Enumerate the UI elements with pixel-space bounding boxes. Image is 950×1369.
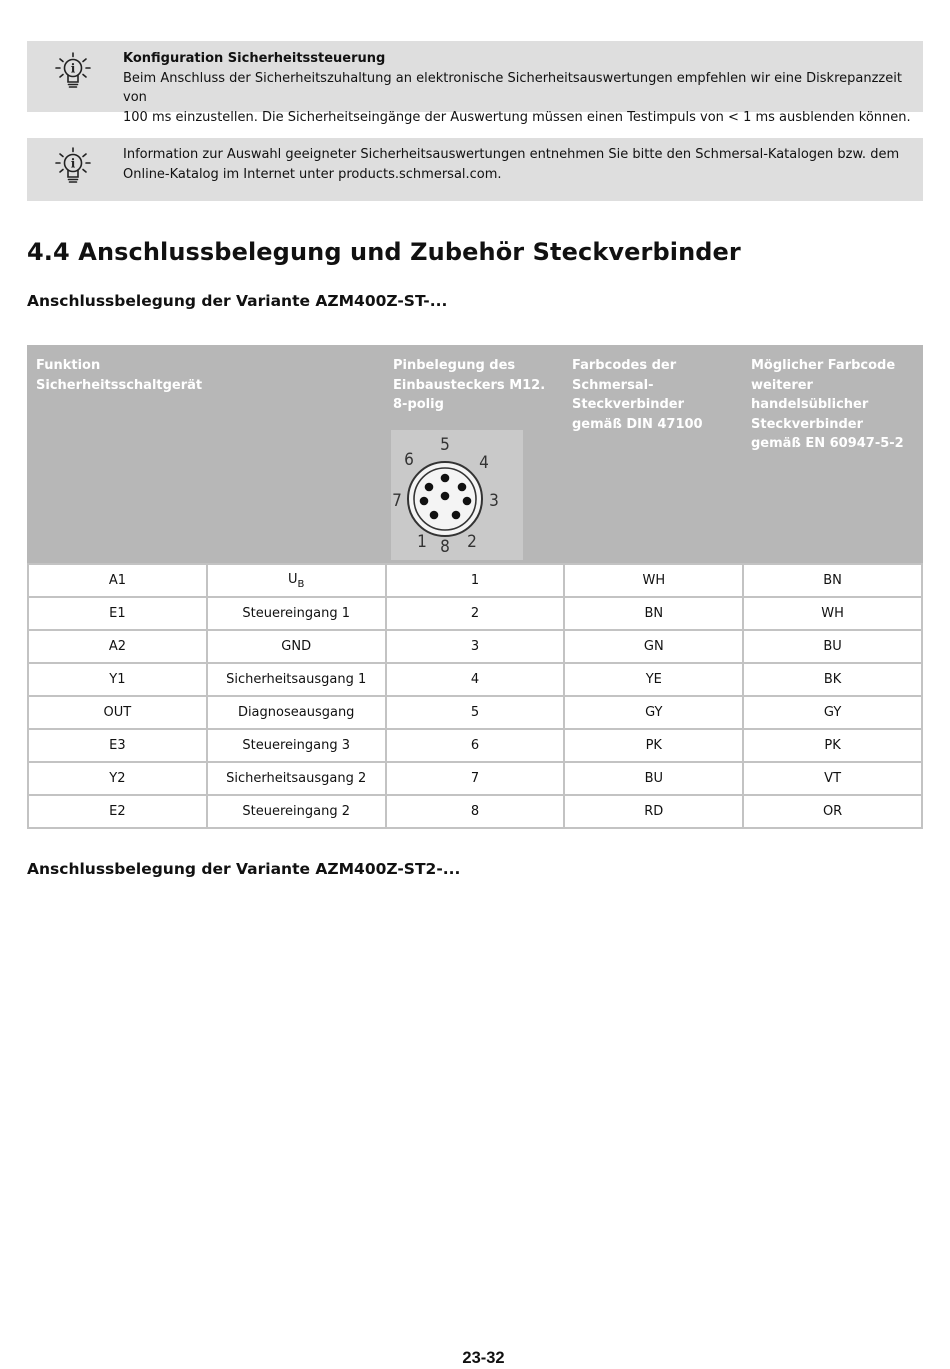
pin-label-3: 3	[489, 491, 499, 511]
header-line: weiterer	[751, 377, 813, 393]
cell-pin: 8	[386, 795, 565, 828]
pin-4	[458, 483, 467, 492]
cell-function: Steuereingang 2	[207, 795, 386, 828]
lightbulb-info-icon	[51, 146, 95, 190]
cell-color-other: GY	[743, 696, 922, 729]
note-line: Online-Katalog im Internet unter products.schmersal.com.	[123, 166, 502, 182]
note-line: Information zur Auswahl geeigneter Sicherheitsauswertungen entnehmen Sie bitte den Schmersal-Katalogen bzw. dem	[123, 147, 900, 162]
note-text	[123, 145, 917, 184]
cell-code: Y1	[28, 663, 207, 696]
subsection-title-st2: Anschlussbelegung der Variante AZM400Z-ST2-...	[27, 860, 461, 878]
header-line: Pinbelegung des	[393, 358, 516, 373]
table-row	[28, 663, 922, 696]
cell-pin: 3	[386, 630, 565, 663]
cell-color-schmersal: GN	[564, 630, 743, 663]
table-row	[28, 597, 922, 630]
m12-connector-diagram	[389, 430, 525, 560]
cell-color-other: VT	[743, 762, 922, 795]
table-row	[28, 630, 922, 663]
cell-code: E3	[28, 729, 207, 762]
note-title: Konfiguration Sicherheitssteuerung	[123, 51, 386, 66]
cell-function: Sicherheitsausgang 2	[207, 762, 386, 795]
cell-code: OUT	[28, 696, 207, 729]
info-note-configuration	[27, 41, 923, 125]
header-line: gemäß DIN 47100	[572, 416, 703, 432]
cell-color-schmersal: YE	[564, 663, 743, 696]
pin-label-5: 5	[440, 435, 450, 455]
lightbulb-info-icon	[51, 51, 95, 95]
table-row	[28, 696, 922, 729]
cell-color-schmersal: BU	[564, 762, 743, 795]
table-header	[27, 345, 923, 563]
function-subscript: B	[297, 578, 305, 590]
pin-2	[452, 511, 461, 520]
page-number: 23-32	[462, 1349, 505, 1367]
header-funktion	[36, 356, 366, 395]
header-line: Einbausteckers M12.	[393, 377, 546, 393]
pin-3	[463, 497, 472, 506]
pin-6	[425, 483, 434, 492]
cell-color-other: WH	[743, 597, 922, 630]
cell-function: Diagnoseausgang	[207, 696, 386, 729]
pin-label-2: 2	[467, 532, 477, 552]
pin-label-8: 8	[440, 537, 450, 557]
header-line: Sicherheitsschaltgerät	[36, 377, 203, 393]
pin-label-7: 7	[392, 491, 402, 511]
header-line: Farbcodes der	[572, 358, 677, 373]
table-row	[28, 729, 922, 762]
cell-code: E1	[28, 597, 207, 630]
pin-assignment-table	[27, 563, 923, 829]
cell-color-other: BN	[743, 564, 922, 597]
cell-color-schmersal: GY	[564, 696, 743, 729]
cell-code: Y2	[28, 762, 207, 795]
cell-pin: 6	[386, 729, 565, 762]
header-farbcodes-schmersal	[572, 356, 742, 434]
header-line: Steckverbinder	[751, 416, 863, 432]
cell-function	[207, 564, 386, 597]
header-line: Funktion	[36, 358, 101, 373]
table-row	[28, 564, 922, 597]
pin-5	[441, 474, 450, 483]
info-note-catalog	[27, 138, 923, 201]
table-row	[28, 795, 922, 828]
svg-text:i: i	[70, 61, 76, 76]
cell-function: Sicherheitsausgang 1	[207, 663, 386, 696]
cell-color-schmersal: RD	[564, 795, 743, 828]
note-line: 100 ms einzustellen. Die Sicherheitseingänge der Auswertung müssen einen Testimpuls von < 1 ms ausblenden können.	[123, 109, 911, 125]
note-text	[123, 49, 917, 127]
pin-label-4: 4	[479, 453, 489, 473]
header-line: Steckverbinder	[572, 397, 684, 413]
subsection-title-st: Anschlussbelegung der Variante AZM400Z-ST-...	[27, 292, 448, 310]
pin-1	[430, 511, 439, 520]
pin-7	[420, 497, 429, 506]
cell-pin: 2	[386, 597, 565, 630]
pin-label-6: 6	[404, 450, 414, 470]
header-pinbelegung	[393, 356, 563, 415]
cell-function: Steuereingang 1	[207, 597, 386, 630]
cell-pin: 7	[386, 762, 565, 795]
pin-label-1: 1	[417, 532, 427, 552]
note-line: Beim Anschluss der Sicherheitszuhaltung an elektronische Sicherheitsauswertungen empfehlen wir eine Diskrepanzzeit von	[123, 70, 902, 105]
cell-code: A2	[28, 630, 207, 663]
cell-color-schmersal: BN	[564, 597, 743, 630]
cell-function: Steuereingang 3	[207, 729, 386, 762]
cell-color-other: BK	[743, 663, 922, 696]
cell-pin: 1	[386, 564, 565, 597]
cell-pin: 5	[386, 696, 565, 729]
table-row	[28, 762, 922, 795]
cell-color-schmersal: PK	[564, 729, 743, 762]
pin-8	[441, 492, 450, 501]
header-line: 8-polig	[393, 397, 444, 413]
cell-pin: 4	[386, 663, 565, 696]
cell-code: E2	[28, 795, 207, 828]
header-farbcode-weiterer	[751, 356, 921, 454]
cell-function: GND	[207, 630, 386, 663]
cell-color-schmersal: WH	[564, 564, 743, 597]
header-line: gemäß EN 60947-5-2	[751, 436, 904, 452]
cell-code: A1	[28, 564, 207, 597]
cell-color-other: BU	[743, 630, 922, 663]
header-line: Schmersal-	[572, 377, 654, 393]
header-line: handelsüblicher	[751, 397, 869, 413]
function-text: U	[288, 571, 298, 587]
section-title: 4.4 Anschlussbelegung und Zubehör Steckverbinder	[27, 238, 741, 266]
svg-text:i: i	[70, 156, 76, 171]
header-line: Möglicher Farbcode	[751, 358, 896, 373]
cell-color-other: PK	[743, 729, 922, 762]
cell-color-other: OR	[743, 795, 922, 828]
